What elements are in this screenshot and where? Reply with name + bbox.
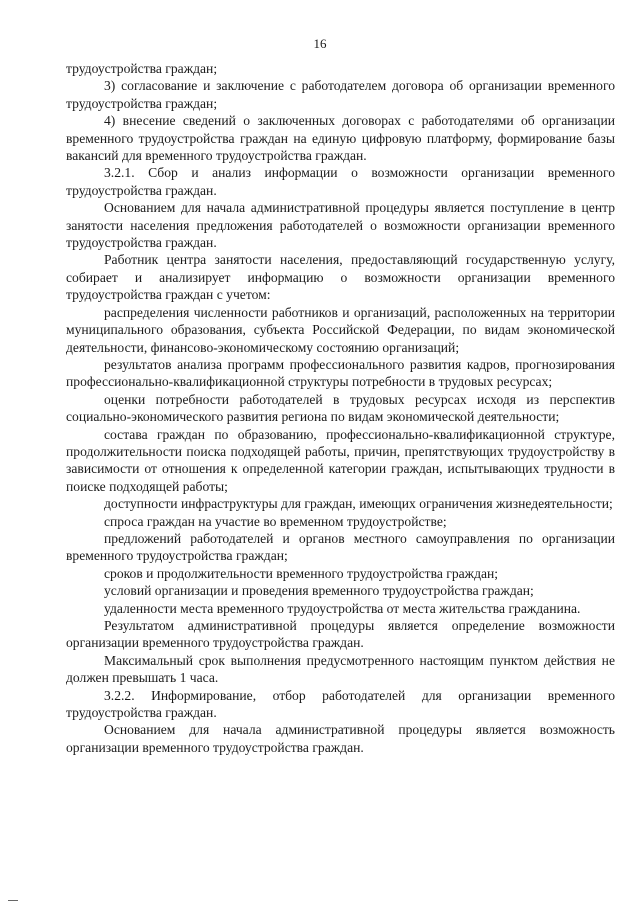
paragraph: Результатом административной процедуры является определение возможности организации временного трудоустройства граждан. — [66, 618, 615, 651]
list-item: распределения численности работников и организаций, расположенных на территории муниципального образования, субъекта Российской Федерации, по видам экономической деятельности, финансово-экономическому состоянию организаций; — [66, 304, 615, 355]
paragraph: 3) согласование и заключение с работодателем договора об организации временного трудоустройства граждан; — [66, 78, 615, 111]
list-item: предложений работодателей и органов местного самоуправления по организации временного трудоустройства граждан; — [66, 530, 615, 564]
list-item: удаленности места временного трудоустройства от места жительства гражданина. — [104, 600, 581, 616]
list-item: оценки потребности работодателей в трудовых ресурсах исходя из перспектив социально-экономического развития региона по видам экономической деятельности; — [66, 391, 615, 425]
paragraph: Основанием для начала административной процедуры является поступление в центр занятости населения предложения работодателей о возможности организации временного трудоустройства граждан. — [66, 200, 615, 251]
scan-mark — [8, 900, 18, 901]
list-item: условий организации и проведения временного трудоустройства граждан; — [104, 583, 534, 599]
paragraph-continuation: трудоустройства граждан; — [66, 61, 218, 76]
document-body — [66, 60, 615, 756]
list-item: состава граждан по образованию, профессионально-квалификационной структуре, продолжительности поиска подходящей работы, причин, препятствующих трудоустройству в зависимости от отношения к определенной категории граждан, испытывающих трудности в поиске подходящей работы; — [66, 426, 615, 494]
list-item: доступности инфраструктуры для граждан, имеющих ограничения жизнедеятельности; — [104, 496, 613, 512]
paragraph: Максимальный срок выполнения предусмотренного настоящим пунктом действия не должен превышать 1 часа. — [66, 652, 615, 686]
section-heading-3-2-2: 3.2.2. Информирование, отбор работодателей для организации временного трудоустройства граждан. — [66, 687, 615, 721]
section-heading-3-2-1: 3.2.1. Сбор и анализ информации о возможности организации временного трудоустройства граждан. — [66, 165, 615, 198]
list-item: спроса граждан на участие во временном трудоустройстве; — [104, 513, 447, 529]
paragraph: 4) внесение сведений о заключенных договорах с работодателями об организации временного трудоустройства граждан на единую цифровую платформу, формирование базы вакансий для временного трудоустройства граждан. — [66, 113, 615, 164]
paragraph: Работник центра занятости населения, предоставляющий государственную услугу, собирает и анализирует информацию о возможности организации временного трудоустройства граждан с учетом: — [66, 252, 615, 303]
page-number: 16 — [313, 36, 327, 51]
paragraph: Основанием для начала административной процедуры является возможность организации временного трудоустройства граждан. — [66, 722, 615, 755]
list-item: сроков и продолжительности временного трудоустройства граждан; — [104, 565, 499, 581]
list-item: результатов анализа программ профессионального развития кадров, прогнозирования профессионально-квалификационной структуры потребности в трудовых ресурсах; — [66, 356, 615, 390]
